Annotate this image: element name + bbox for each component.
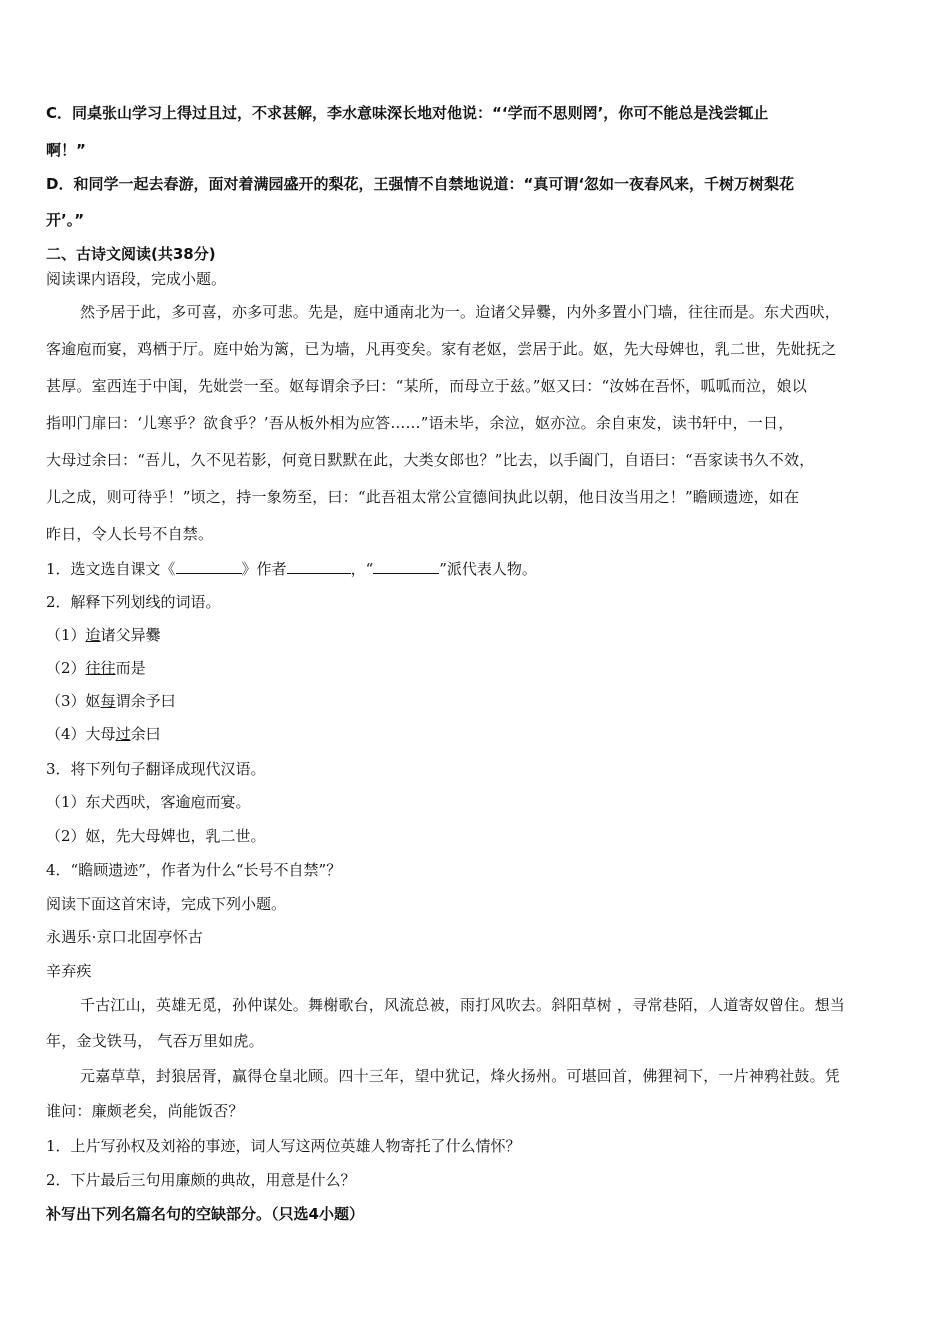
item-text: 余曰 bbox=[130, 725, 161, 743]
item-text: 妪 bbox=[85, 692, 101, 710]
option-c-line1: C．同桌张山学习上得过且过，不求甚解，李水意味深长地对他说：“‘学而不思则罔’，你可不能总是浅尝辄止 bbox=[46, 104, 769, 122]
passage-line: 然予居于此，多可喜，亦多可悲。先是，庭中通南北为一。迨诸父异爨，内外多置小门墙，往往而是。东犬西吠， bbox=[80, 303, 841, 321]
underlined-word: 过 bbox=[115, 725, 131, 743]
item-text: 大母 bbox=[85, 725, 116, 743]
option-c-line2: 啊！” bbox=[46, 141, 86, 159]
question-4: 4．“瞻顾遗迹”，作者为什么“长号不自禁”？ bbox=[46, 861, 342, 879]
poem-line: 谁问：廉颇老矣，尚能饭否？ bbox=[46, 1102, 244, 1120]
question-1-mid1: 》作者 bbox=[241, 560, 287, 578]
question-2-item bbox=[46, 658, 146, 678]
poem-intro: 阅读下面这首宋诗，完成下列小题。 bbox=[46, 895, 287, 913]
item-number: （3） bbox=[46, 692, 86, 710]
item-number: （1） bbox=[46, 626, 86, 644]
section-heading: 二、古诗文阅读(共38分) bbox=[46, 245, 216, 263]
question-2-item bbox=[46, 625, 161, 645]
option-d-line2: 开’。” bbox=[46, 211, 85, 229]
poem-author: 辛弃疾 bbox=[46, 962, 92, 980]
answer-blank-school[interactable] bbox=[373, 558, 439, 574]
passage-line: 指叩门扉曰：‘儿寒乎？欲食乎？’吾从板外相为应答……”语未毕，余泣，妪亦泣。余自束发，读书轩中，一日， bbox=[46, 414, 794, 432]
answer-blank-title[interactable] bbox=[176, 558, 242, 574]
question-2-item bbox=[46, 691, 176, 711]
poem-line: 千古江山，英雄无觅，孙仲谋处。舞榭歌台，风流总被，雨打风吹去。斜阳草树 ，寻常巷陌，人道寄奴曾住。想当 bbox=[80, 996, 845, 1014]
passage-line: 大母过余曰：“吾儿，久不见若影，何竟日默默在此，大类女郎也？”比去，以手阖门，自语曰：“吾家读书久不效， bbox=[46, 451, 815, 469]
fill-in-heading: 补写出下列名篇名句的空缺部分。（只选4小题） bbox=[46, 1205, 364, 1223]
section-intro: 阅读课内语段，完成小题。 bbox=[46, 270, 227, 288]
question-1-mid2: ，“ bbox=[350, 560, 374, 578]
poem-line: 元嘉草草，封狼居胥，赢得仓皇北顾。四十三年，望中犹记，烽火扬州。可堪回首，佛狸祠下，一片神鸦社鼓。凭 bbox=[80, 1067, 841, 1085]
passage-line: 儿之成，则可待乎！”顷之，持一象笏至，曰：“此吾祖太常公宣德间执此以朝，他日汝当用之！”瞻顾遗迹，如在 bbox=[46, 488, 800, 506]
question-3-item: （2）妪，先大母婢也，乳二世。 bbox=[46, 827, 266, 845]
question-1 bbox=[46, 558, 537, 579]
item-text: 而是 bbox=[115, 659, 146, 677]
question-2-item bbox=[46, 724, 161, 744]
item-text: 诸父异爨 bbox=[100, 626, 161, 644]
poem-question-2: 2．下片最后三句用廉颇的典故，用意是什么？ bbox=[46, 1171, 356, 1189]
answer-blank-author[interactable] bbox=[287, 558, 351, 574]
question-1-suffix: ”派代表人物。 bbox=[439, 560, 537, 578]
question-3-item: （1）东犬西吠，客逾庖而宴。 bbox=[46, 793, 251, 811]
question-1-prefix: 1．选文选自课文《 bbox=[46, 560, 176, 578]
item-text: 谓余予曰 bbox=[115, 692, 176, 710]
item-number: （4） bbox=[46, 725, 86, 743]
underlined-word: 每 bbox=[100, 692, 116, 710]
poem-line: 年，金戈铁马， 气吞万里如虎。 bbox=[46, 1032, 264, 1050]
passage-line: 甚厚。室西连于中闺，先妣尝一至。妪每谓余予曰：“某所，而母立于兹。”妪又曰：“汝姊在吾怀，呱呱而泣，娘以 bbox=[46, 377, 807, 395]
passage-line: 昨日，令人长号不自禁。 bbox=[46, 525, 214, 543]
item-number: （2） bbox=[46, 659, 86, 677]
question-3-label: 3．将下列句子翻译成现代汉语。 bbox=[46, 760, 266, 778]
poem-title: 永遇乐·京口北固亭怀古 bbox=[46, 928, 203, 946]
underlined-word: 迨 bbox=[85, 626, 101, 644]
option-d-line1: D．和同学一起去春游，面对着满园盛开的梨花，王强情不自禁地说道：“真可谓‘忽如一夜春风来，千树万树梨花 bbox=[46, 175, 795, 193]
question-2-label: 2．解释下列划线的词语。 bbox=[46, 593, 221, 611]
underlined-word: 往往 bbox=[85, 659, 116, 677]
poem-question-1: 1．上片写孙权及刘裕的事迹，词人写这两位英雄人物寄托了什么情怀？ bbox=[46, 1137, 521, 1155]
passage-line: 客逾庖而宴，鸡栖于厅。庭中始为篱，已为墙，凡再变矣。家有老妪，尝居于此。妪，先大母婢也，乳二世，先妣抚之 bbox=[46, 340, 837, 358]
